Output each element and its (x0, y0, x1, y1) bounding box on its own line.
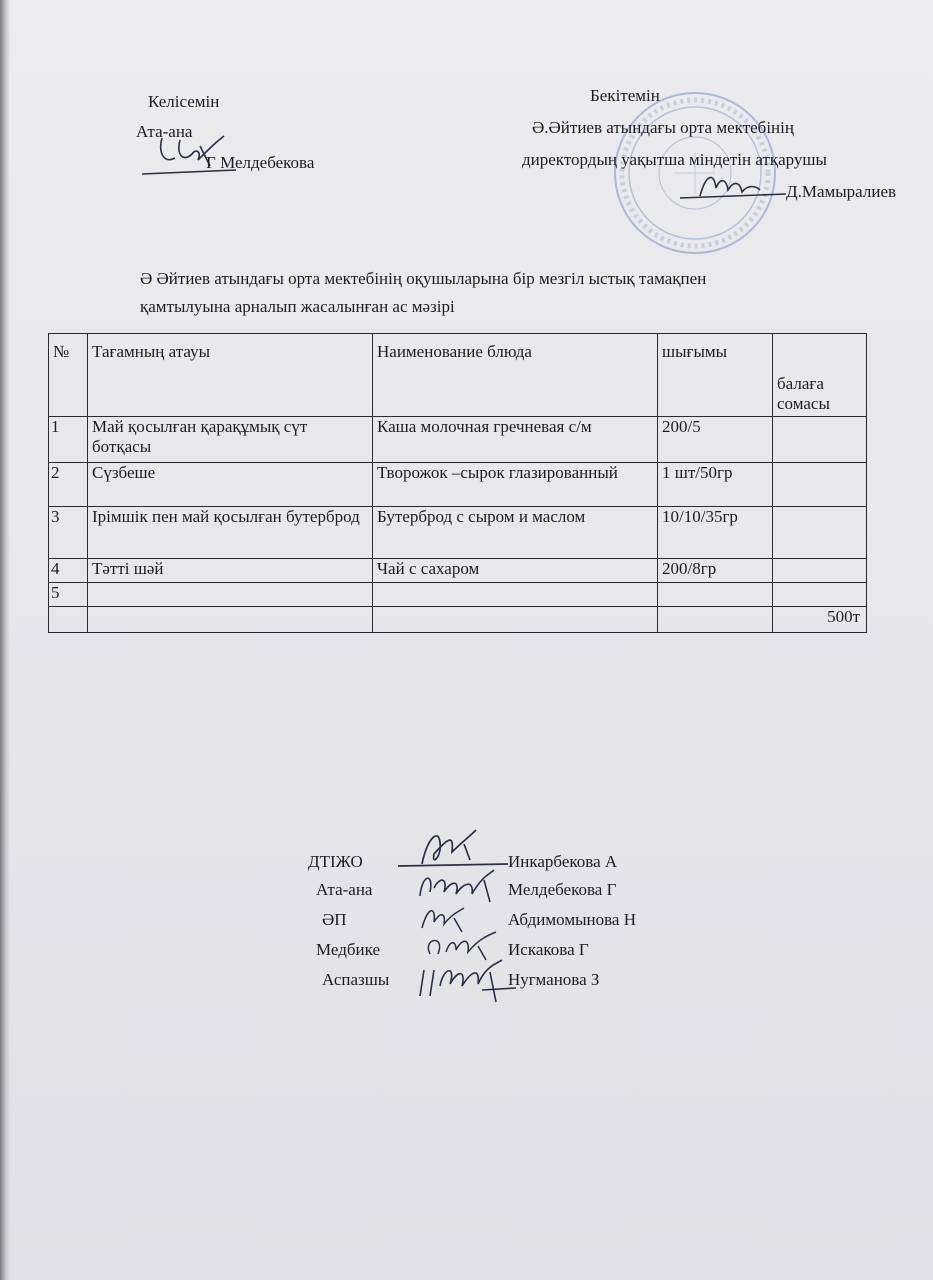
row-name-kz: Сүзбеше (88, 463, 373, 507)
row-yield: 1 шт/50гр (658, 463, 773, 507)
total-empty-cell (88, 607, 373, 633)
signatory-name: Нугманова З (508, 970, 600, 989)
row-yield: 200/5 (658, 417, 773, 463)
header-price-line-2: сомасы (777, 394, 830, 413)
total-price: 500т (773, 607, 867, 633)
table-row (49, 507, 867, 559)
row-name-ru: Каша молочная гречневая с/м (373, 417, 658, 463)
header-num: № (49, 334, 88, 417)
row-num: 5 (49, 583, 88, 607)
row-name-kz: Тәтті шәй (88, 559, 373, 583)
row-price (773, 507, 867, 559)
signatory-row (308, 852, 728, 880)
row-num: 2 (49, 463, 88, 507)
signatory-row (308, 910, 728, 938)
row-yield (658, 583, 773, 607)
signatory-row (308, 880, 728, 908)
table-row (49, 463, 867, 507)
menu-title-line-1: Ә Әйтиев атындағы орта мектебінің оқушыларына бір мезгіл ыстық тамақпен (140, 269, 707, 288)
table-total-row (49, 607, 867, 633)
signatory-name: Абдимомынова Н (508, 910, 636, 929)
signatory-name: Мелдебекова Г (508, 880, 617, 899)
row-name-ru (373, 583, 658, 607)
menu-title-line-2: қамтылуына арналып жасалынған ас мәзірі (140, 297, 455, 316)
header-yield: шығымы (658, 334, 773, 417)
table-row (49, 417, 867, 463)
header-name-ru: Наименование блюда (373, 334, 658, 417)
header-price (773, 334, 867, 417)
right-line-2: директордың уақытша міндетін атқарушы (522, 150, 827, 169)
left-heading: Келісемін (148, 92, 220, 111)
director-signature (680, 168, 790, 204)
row-num: 3 (49, 507, 88, 559)
signatory-role: ДТІЖО (308, 852, 363, 871)
row-name-ru: Творожок –сырок глазированный (373, 463, 658, 507)
signatory-role: Медбике (316, 940, 380, 959)
total-empty-cell (373, 607, 658, 633)
row-num: 1 (49, 417, 88, 463)
row-price (773, 583, 867, 607)
header-name-kz: Тағамның атауы (88, 334, 373, 417)
menu-table (48, 333, 867, 633)
signatory-role: ӘП (322, 910, 347, 929)
row-name-kz: Май қосылған қарақұмық сүт ботқасы (88, 417, 373, 463)
row-name-ru: Чай с сахаром (373, 559, 658, 583)
row-price (773, 463, 867, 507)
table-row (49, 559, 867, 583)
total-empty-cell (49, 607, 88, 633)
right-heading: Бекітемін (590, 86, 660, 105)
left-name: Г Мелдебекова (206, 153, 315, 172)
row-num: 4 (49, 559, 88, 583)
row-name-kz: Ірімшік пен май қосылған бутерброд (88, 507, 373, 559)
row-yield: 10/10/35гр (658, 507, 773, 559)
row-name-kz (88, 583, 373, 607)
row-price (773, 417, 867, 463)
table-row (49, 583, 867, 607)
row-price (773, 559, 867, 583)
signatory-name: Искакова Г (508, 940, 589, 959)
total-empty-cell (658, 607, 773, 633)
page-shadow-edge (0, 0, 10, 1280)
signatory-name: Инкарбекова А (508, 852, 618, 871)
row-name-ru: Бутерброд с сыром и маслом (373, 507, 658, 559)
left-parent-line: Ата-ана (136, 122, 193, 141)
menu-title (140, 268, 910, 318)
right-line-1: Ә.Әйтиев атындағы орта мектебінің (532, 118, 794, 137)
signature-5 (412, 956, 522, 1006)
header-price-line-1: балаға (777, 374, 824, 393)
signatory-role: Ата-ана (316, 880, 373, 899)
right-name: Д.Мамыралиев (786, 182, 897, 201)
signatory-role: Аспазшы (322, 970, 390, 989)
table-header-row (49, 334, 867, 417)
row-yield: 200/8гр (658, 559, 773, 583)
